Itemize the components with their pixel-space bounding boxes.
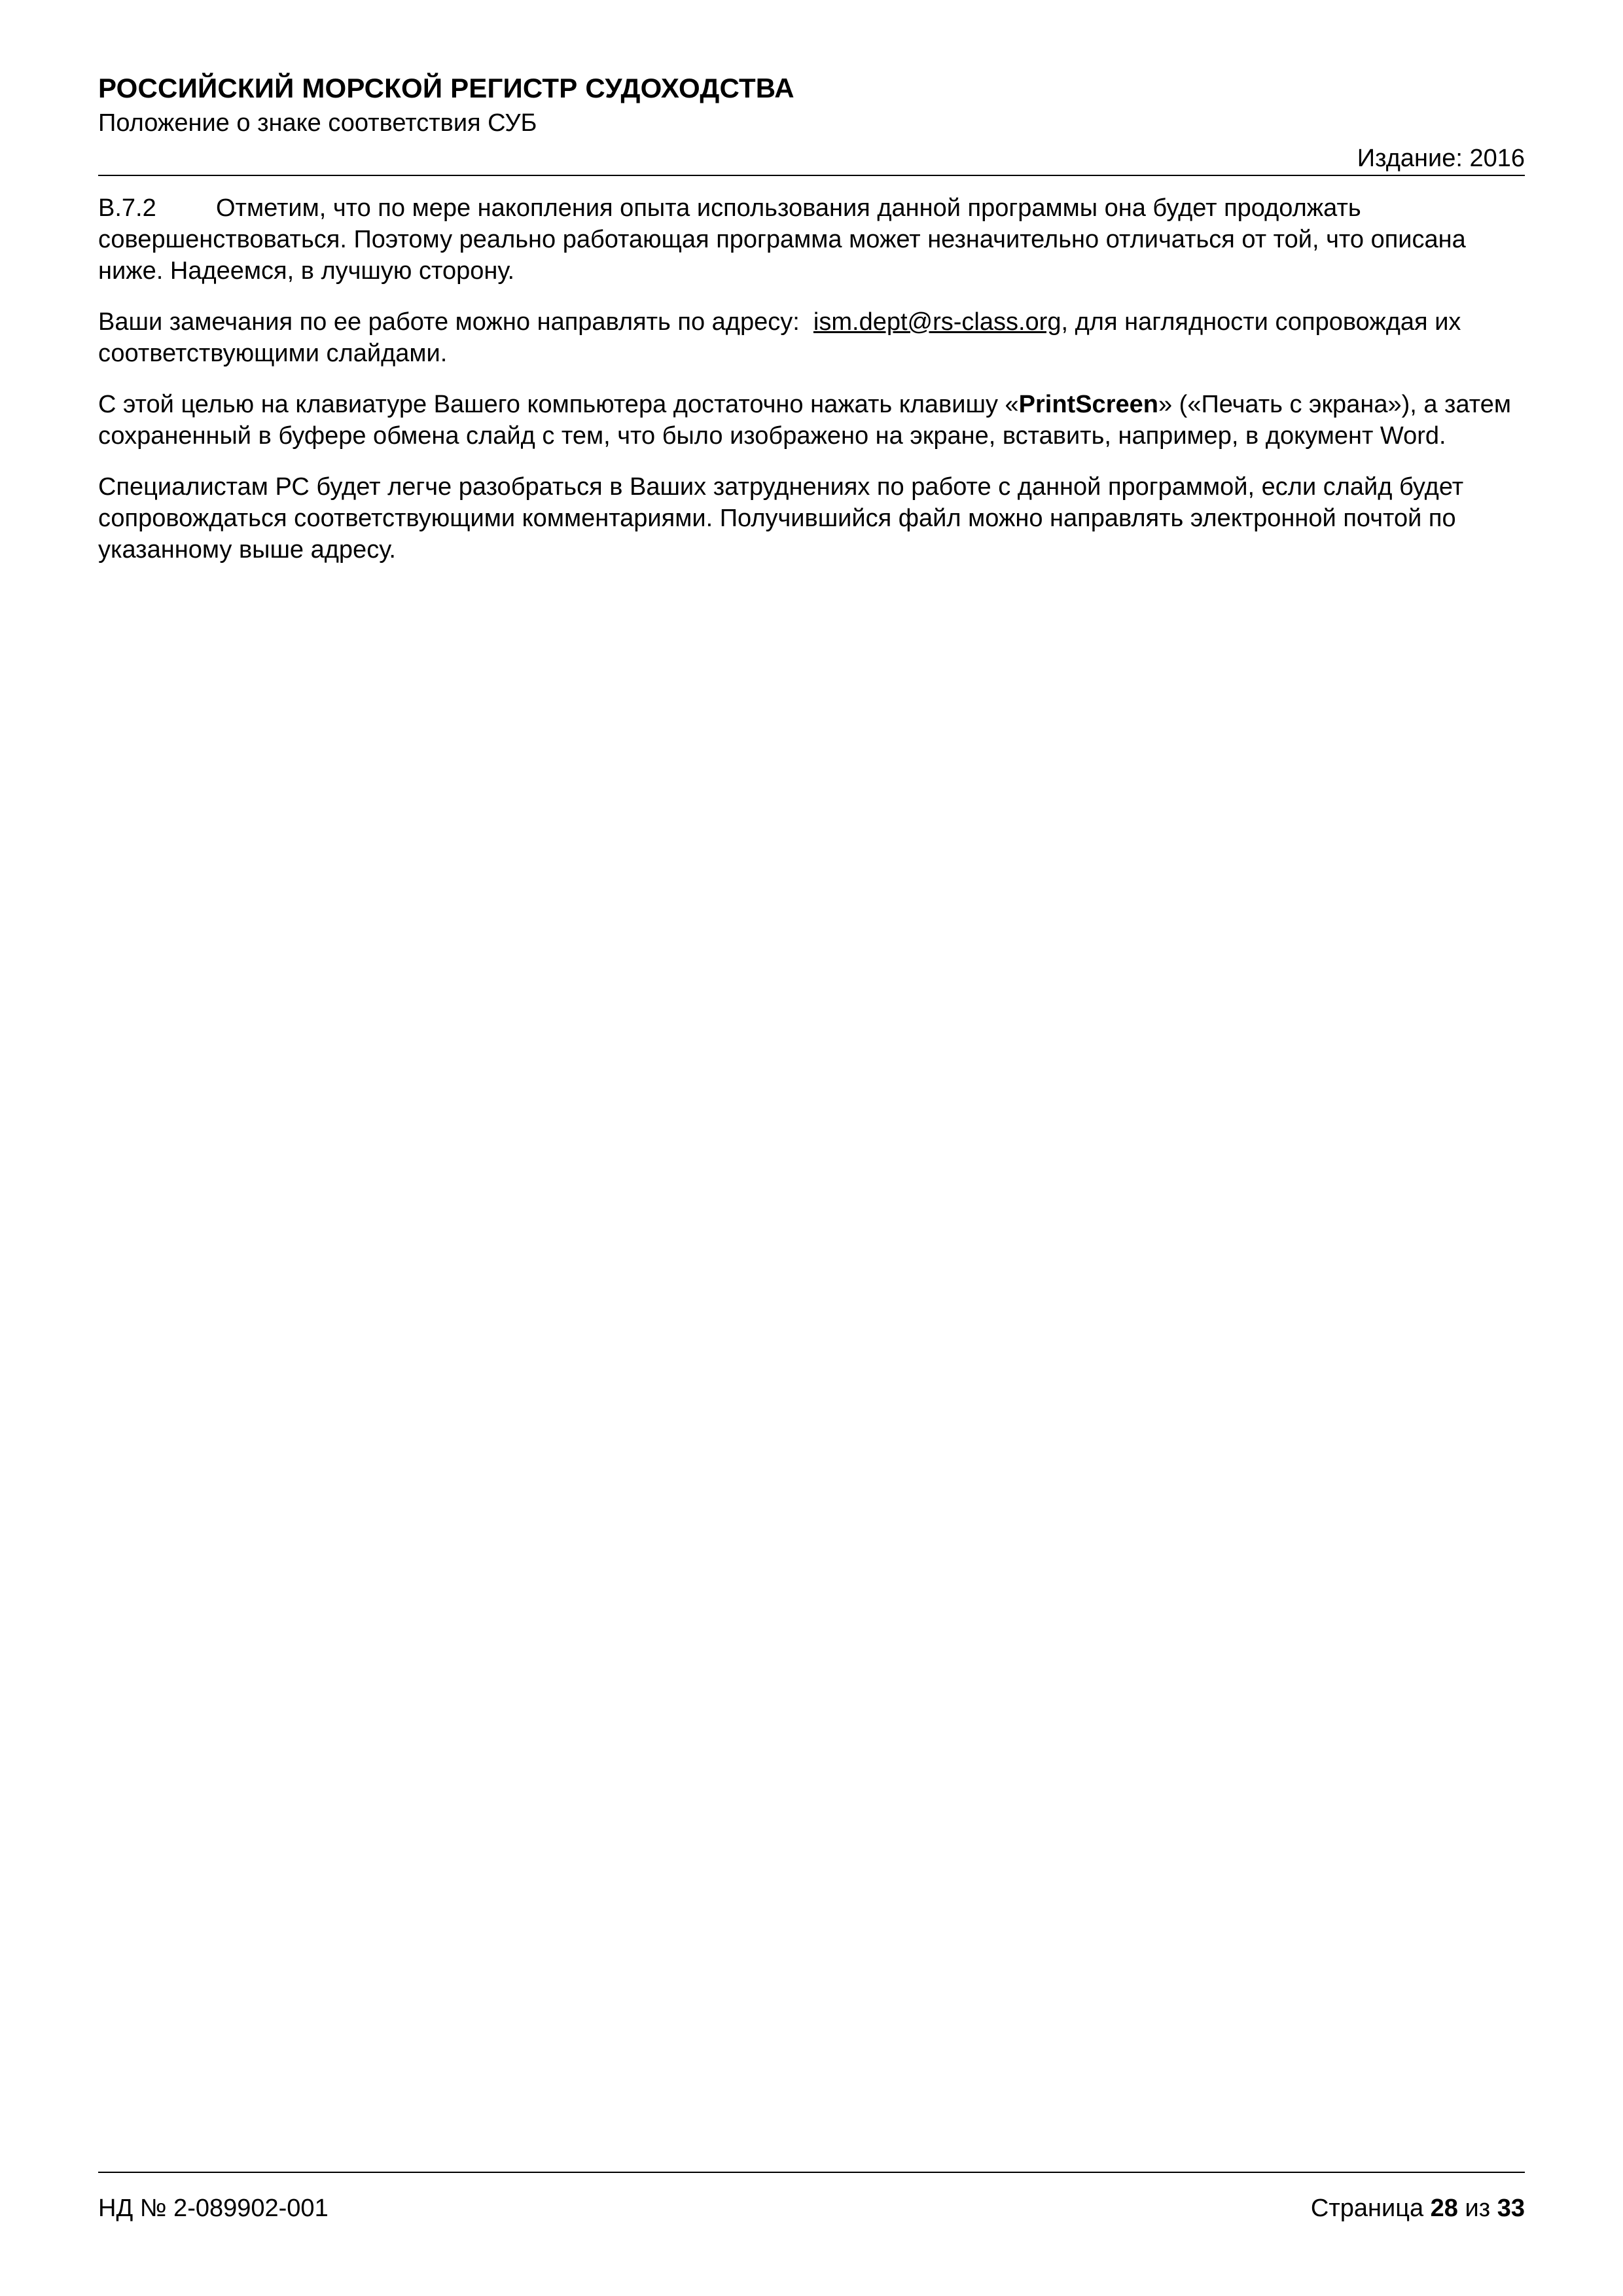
paragraph-comments [98,471,1525,565]
footer-divider [98,2172,1525,2173]
header-divider [98,175,1525,176]
email-link[interactable]: ism.dept@rs-class.org [813,308,1061,336]
edition-label: Издание: 2016 [1357,145,1525,172]
page-counter [1311,2193,1525,2224]
paragraph-text: , для наглядности сопровождая их соответствующими слайдами. [98,308,1461,367]
paragraph-b72 [98,192,1525,287]
paragraph-text: Отметим, что по мере накопления опыта использования данной программы она будет продолжать совершенствоваться. Поэтому реально работающая программа может незначительно отличаться от той, что описана ниже. Надеемся, в лучшую сторону. [98,194,1466,285]
clause-number: В.7.2 [98,194,156,222]
document-body [98,192,1525,585]
page-total: 33 [1497,2195,1525,2222]
page-header [98,71,1525,172]
doc-subtitle: Положение о знаке соответствия СУБ [98,109,537,137]
paragraph-text: Ваши замечания по ее работе можно направлять по адресу: [98,308,813,336]
page-prefix: Страница [1310,2195,1431,2222]
page-current: 28 [1430,2195,1458,2222]
page-middle: из [1457,2195,1497,2222]
org-title: РОССИЙСКИЙ МОРСКОЙ РЕГИСТР СУДОХОДСТВА [98,73,794,103]
paragraph-text: С этой целью на клавиатуре Вашего компьютера достаточно нажать клавишу « [98,391,1019,418]
paragraph-text: Специалистам РС будет легче разобраться в Ваших затруднениях по работе с данной программой, если слайд будет сопровождаться соответствующими комментариями. Получившийся файл можно направлять электронной почтой по указанному выше адресу. [98,473,1464,564]
paragraph-feedback [98,306,1525,369]
document-number: НД № 2-089902-001 [98,2195,329,2222]
paragraph-text: » («Печать с экрана»), а затем сохраненный в буфере обмена слайд с тем, что было изображено на экране, вставить, например, в документ Word. [98,391,1512,450]
paragraph-printscreen [98,389,1525,452]
key-name: PrintScreen [1018,391,1158,418]
